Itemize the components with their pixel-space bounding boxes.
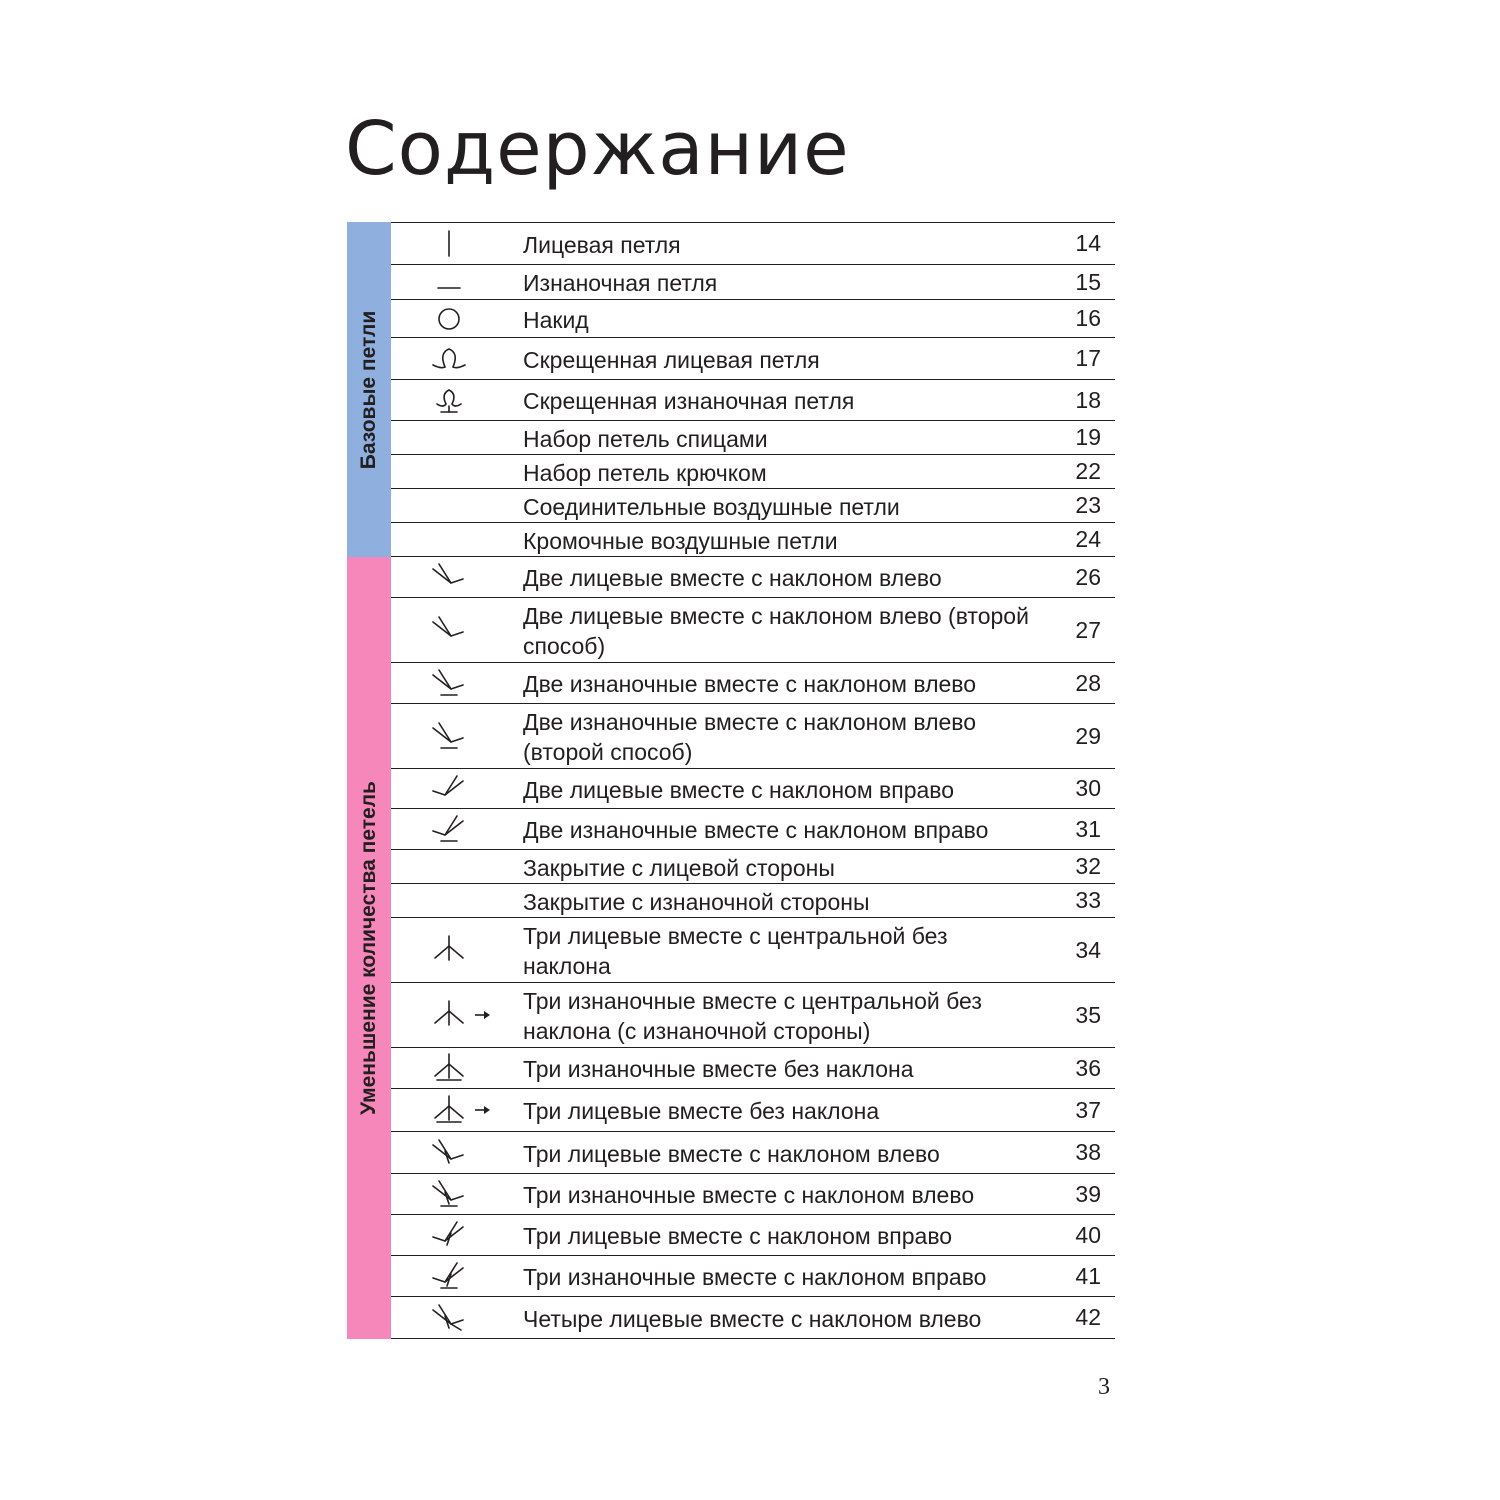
knit-stitch-icon — [391, 223, 523, 264]
toc-entry-title: Четыре лицевые вместе с наклоном влево — [523, 1305, 982, 1332]
toc-entry-title: Две изнаночные вместе с наклоном влево — [523, 671, 977, 697]
toc-entry-page: 39 — [1075, 1180, 1101, 1207]
toc-entry-page: 40 — [1075, 1221, 1101, 1248]
toc-entry[interactable] — [391, 421, 1115, 455]
toc-entry-page: 26 — [1075, 563, 1101, 590]
toc-entry-page: 33 — [1075, 887, 1101, 913]
toc-entry-title: Кромочные воздушные петли — [523, 527, 838, 554]
toc-entry[interactable] — [391, 338, 1115, 380]
toc-entry-title: Три изнаночные вместе с центральной без наклона (с изнаночной стороны) — [523, 988, 982, 1044]
toc-entry-title: Две лицевые вместе с наклоном вправо — [523, 776, 955, 803]
purl-stitch-icon — [391, 265, 523, 299]
toc-entry-page: 18 — [1075, 386, 1101, 413]
toc-entry-title: Три изнаночные вместе с наклоном влево — [523, 1182, 975, 1208]
toc-entry-page: 38 — [1075, 1139, 1101, 1165]
toc-entry-title: Три лицевые вместе с наклоном влево — [523, 1140, 940, 1167]
symbol-cell — [391, 884, 523, 917]
symbol-cell — [391, 850, 523, 883]
toc-entry-title: Три лицевые вместе без наклона — [523, 1098, 880, 1124]
toc-entry-page: 37 — [1075, 1096, 1101, 1123]
toc-entry-page: 19 — [1075, 424, 1101, 450]
toc-entry-page: 42 — [1075, 1304, 1101, 1330]
arrow-right-icon — [475, 1010, 491, 1020]
toc-entry-title: Закрытие с лицевой стороны — [523, 854, 835, 881]
toc-entry-page: 32 — [1075, 853, 1101, 879]
toc-entry-page: 34 — [1075, 936, 1101, 963]
twisted-purl-icon — [391, 380, 523, 420]
toc-entry[interactable] — [391, 598, 1115, 663]
toc-entry-title: Набор петель крючком — [523, 459, 767, 486]
p2tog-left-icon — [391, 704, 523, 768]
toc-entry-page: 24 — [1075, 526, 1101, 552]
k2tog-left-icon — [391, 557, 523, 597]
toc-entry-page: 15 — [1075, 268, 1101, 295]
arrow-right-icon — [475, 1105, 491, 1115]
toc-entry[interactable] — [391, 850, 1115, 884]
toc-entry-title: Лицевая петля — [523, 231, 681, 258]
toc-entry-page: 16 — [1075, 305, 1101, 331]
toc-entry-title: Две лицевые вместе с наклоном влево — [523, 565, 942, 591]
toc-entry-page: 31 — [1075, 815, 1101, 842]
toc-entry-title: Три лицевые вместе с наклоном вправо — [523, 1223, 953, 1249]
toc-entry[interactable] — [391, 1215, 1115, 1256]
toc-entry[interactable] — [391, 769, 1115, 809]
yarn-over-icon — [391, 300, 523, 337]
toc-entry-title: Три изнаночные вместе с наклоном вправо — [523, 1264, 987, 1290]
toc-entry-page: 27 — [1075, 616, 1101, 643]
symbol-cell — [391, 455, 523, 488]
toc-entry[interactable] — [391, 1132, 1115, 1174]
toc-entry[interactable] — [391, 222, 1115, 265]
k3tog-central-icon — [391, 918, 523, 982]
p3tog-central-icon — [391, 1089, 523, 1131]
toc-entry-page: 29 — [1075, 722, 1101, 749]
section-label: Уменьшение количества петель — [357, 781, 381, 1115]
toc-entry[interactable] — [391, 380, 1115, 421]
toc-entry[interactable] — [391, 265, 1115, 300]
k3tog-central-icon — [391, 983, 523, 1047]
toc-entry-title: Три лицевые вместе с центральной без наклона — [523, 923, 948, 979]
toc-entry-title: Соединительные воздушные петли — [523, 493, 900, 520]
toc-entry-title: Две изнаночные вместе с наклоном вправо — [523, 817, 989, 843]
symbol-cell — [391, 489, 523, 522]
section-band — [347, 222, 391, 557]
toc-entry-page: 28 — [1075, 669, 1101, 696]
toc-entry-page: 22 — [1075, 458, 1101, 484]
toc-entry[interactable] — [391, 557, 1115, 598]
k2tog-left-icon — [391, 598, 523, 662]
twisted-knit-icon — [391, 338, 523, 379]
toc-entry[interactable] — [391, 489, 1115, 523]
p3tog-left-icon — [391, 1174, 523, 1214]
symbol-cell — [391, 421, 523, 454]
toc-entry-title: Две изнаночные вместе с наклоном влево (второй способ) — [523, 709, 977, 765]
toc-entry-page: 14 — [1075, 230, 1101, 256]
k3tog-left-icon — [391, 1132, 523, 1173]
toc-entry[interactable] — [391, 918, 1115, 983]
toc-entry-page: 35 — [1075, 1001, 1101, 1028]
toc-entry[interactable] — [391, 809, 1115, 850]
toc-entry-page: 30 — [1075, 775, 1101, 801]
toc-entry-title: Три изнаночные вместе без наклона — [523, 1056, 914, 1082]
toc-entry[interactable] — [391, 983, 1115, 1048]
page-number: 3 — [1098, 1374, 1110, 1400]
toc-entry[interactable] — [391, 300, 1115, 338]
toc-entry-page: 23 — [1075, 492, 1101, 518]
table-of-contents — [347, 222, 1115, 1339]
toc-entry-page: 41 — [1075, 1262, 1101, 1289]
p3tog-right-icon — [391, 1256, 523, 1296]
k4tog-left-icon — [391, 1297, 523, 1338]
section-basic-stitches — [347, 222, 1115, 557]
toc-entry[interactable] — [391, 884, 1115, 918]
page-title: Содержание — [345, 106, 850, 192]
section-label: Базовые петли — [357, 310, 381, 469]
p3tog-central-icon — [391, 1048, 523, 1088]
toc-entry-title: Закрытие с изнаночной стороны — [523, 888, 870, 915]
section-band — [347, 557, 391, 1339]
toc-entry-page: 17 — [1075, 345, 1101, 371]
toc-entry[interactable] — [391, 663, 1115, 704]
toc-entry-title: Изнаночная петля — [523, 270, 718, 296]
toc-entry-title: Скрещенная изнаночная петля — [523, 388, 855, 414]
toc-entry-page: 36 — [1075, 1054, 1101, 1081]
toc-entry[interactable] — [391, 1297, 1115, 1339]
symbol-cell — [391, 523, 523, 556]
toc-entry-title: Набор петель спицами — [523, 425, 768, 452]
k2tog-right-icon — [391, 769, 523, 808]
toc-entry[interactable] — [391, 1174, 1115, 1215]
k3tog-right-icon — [391, 1215, 523, 1255]
toc-entry-title: Скрещенная лицевая петля — [523, 346, 820, 373]
toc-entry[interactable] — [391, 1256, 1115, 1297]
toc-entry-title: Две лицевые вместе с наклоном влево (второй способ) — [523, 603, 1029, 659]
toc-entry-title: Накид — [523, 306, 589, 333]
p2tog-right-icon — [391, 809, 523, 849]
p2tog-left-icon — [391, 663, 523, 703]
toc-entry[interactable] — [391, 1048, 1115, 1089]
toc-entry[interactable] — [391, 455, 1115, 489]
section-decreases — [347, 557, 1115, 1339]
toc-entry[interactable] — [391, 704, 1115, 769]
toc-entry[interactable] — [391, 523, 1115, 557]
toc-entry[interactable] — [391, 1089, 1115, 1132]
